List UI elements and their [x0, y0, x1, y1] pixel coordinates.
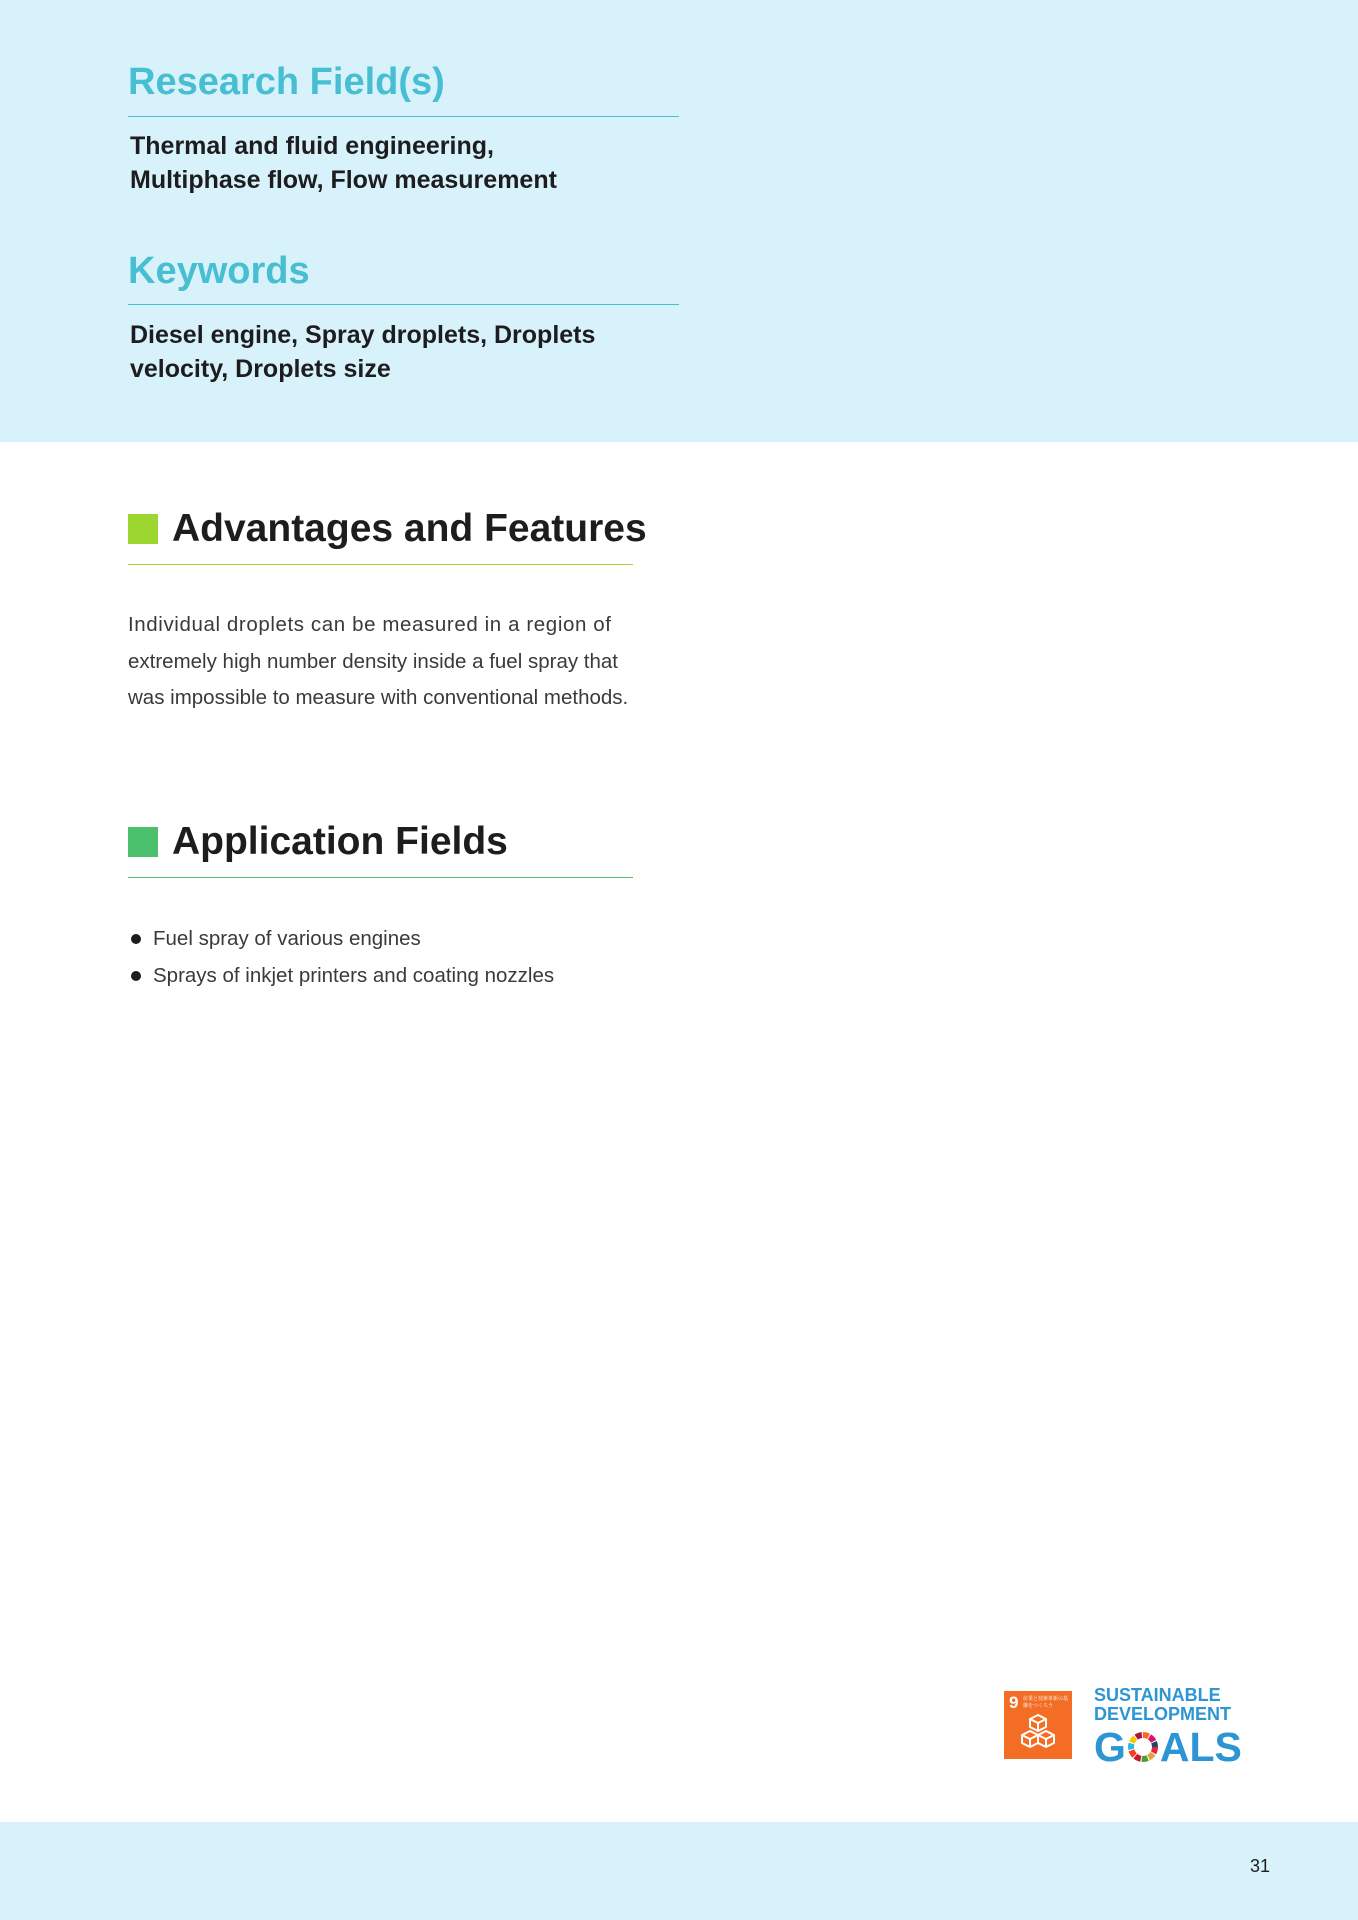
- advantages-rule: [128, 564, 633, 565]
- sdg-word-development: DEVELOPMENT: [1094, 1704, 1232, 1724]
- research-fields-heading: Research Field(s): [128, 61, 445, 103]
- keywords-line: Diesel engine, Spray droplets, Droplets: [130, 321, 596, 349]
- advantages-heading: [128, 504, 647, 554]
- applications-heading: [128, 817, 508, 867]
- paragraph-line: extremely high number density inside a fuel spray that: [128, 649, 618, 673]
- research-line: Thermal and fluid engineering,: [130, 132, 494, 160]
- advantages-title: Advantages and Features: [172, 507, 647, 550]
- goals-letter-g: G: [1094, 1724, 1126, 1770]
- keywords-text: [130, 318, 690, 386]
- bullet-icon: [131, 934, 141, 944]
- keywords-heading: Keywords: [128, 250, 310, 292]
- section-square-icon: [128, 514, 158, 544]
- list-item: [128, 957, 554, 994]
- sdg9-badge: [1004, 1691, 1072, 1759]
- bullet-icon: [131, 971, 141, 981]
- page-number: 31: [1250, 1856, 1271, 1876]
- sdg-logo: [1094, 1686, 1242, 1769]
- list-item-text: Fuel spray of various engines: [153, 926, 421, 950]
- section-square-icon: [128, 827, 158, 857]
- applications-rule: [128, 877, 633, 878]
- goals-letters-rest: ALS: [1159, 1724, 1242, 1770]
- cubes-icon: [1020, 1713, 1056, 1753]
- sdg-wheel-icon: [1127, 1731, 1159, 1763]
- sdg-goal-caption: 産業と技術革新の基盤をつくろう: [1023, 1696, 1069, 1709]
- research-fields-text: [130, 129, 690, 197]
- keywords-line: velocity, Droplets size: [130, 355, 391, 383]
- list-item: [128, 920, 554, 957]
- applications-title: Application Fields: [172, 820, 508, 863]
- advantages-paragraph: [128, 607, 638, 717]
- sdg-word-sustainable: SUSTAINABLE: [1094, 1685, 1221, 1705]
- list-item-text: Sprays of inkjet printers and coating nozzles: [153, 963, 555, 987]
- sdg-goal-number: 9: [1009, 1693, 1019, 1712]
- research-fields-rule: [128, 116, 679, 117]
- applications-list: [128, 920, 554, 994]
- footer-band: [0, 1822, 1358, 1920]
- research-line: Multiphase flow, Flow measurement: [130, 166, 557, 194]
- paragraph-line: Individual droplets can be measured in a region of: [128, 613, 612, 636]
- sdg-word-goals: [1094, 1725, 1242, 1769]
- paragraph-line: was impossible to measure with conventional methods.: [128, 686, 629, 709]
- keywords-rule: [128, 304, 679, 305]
